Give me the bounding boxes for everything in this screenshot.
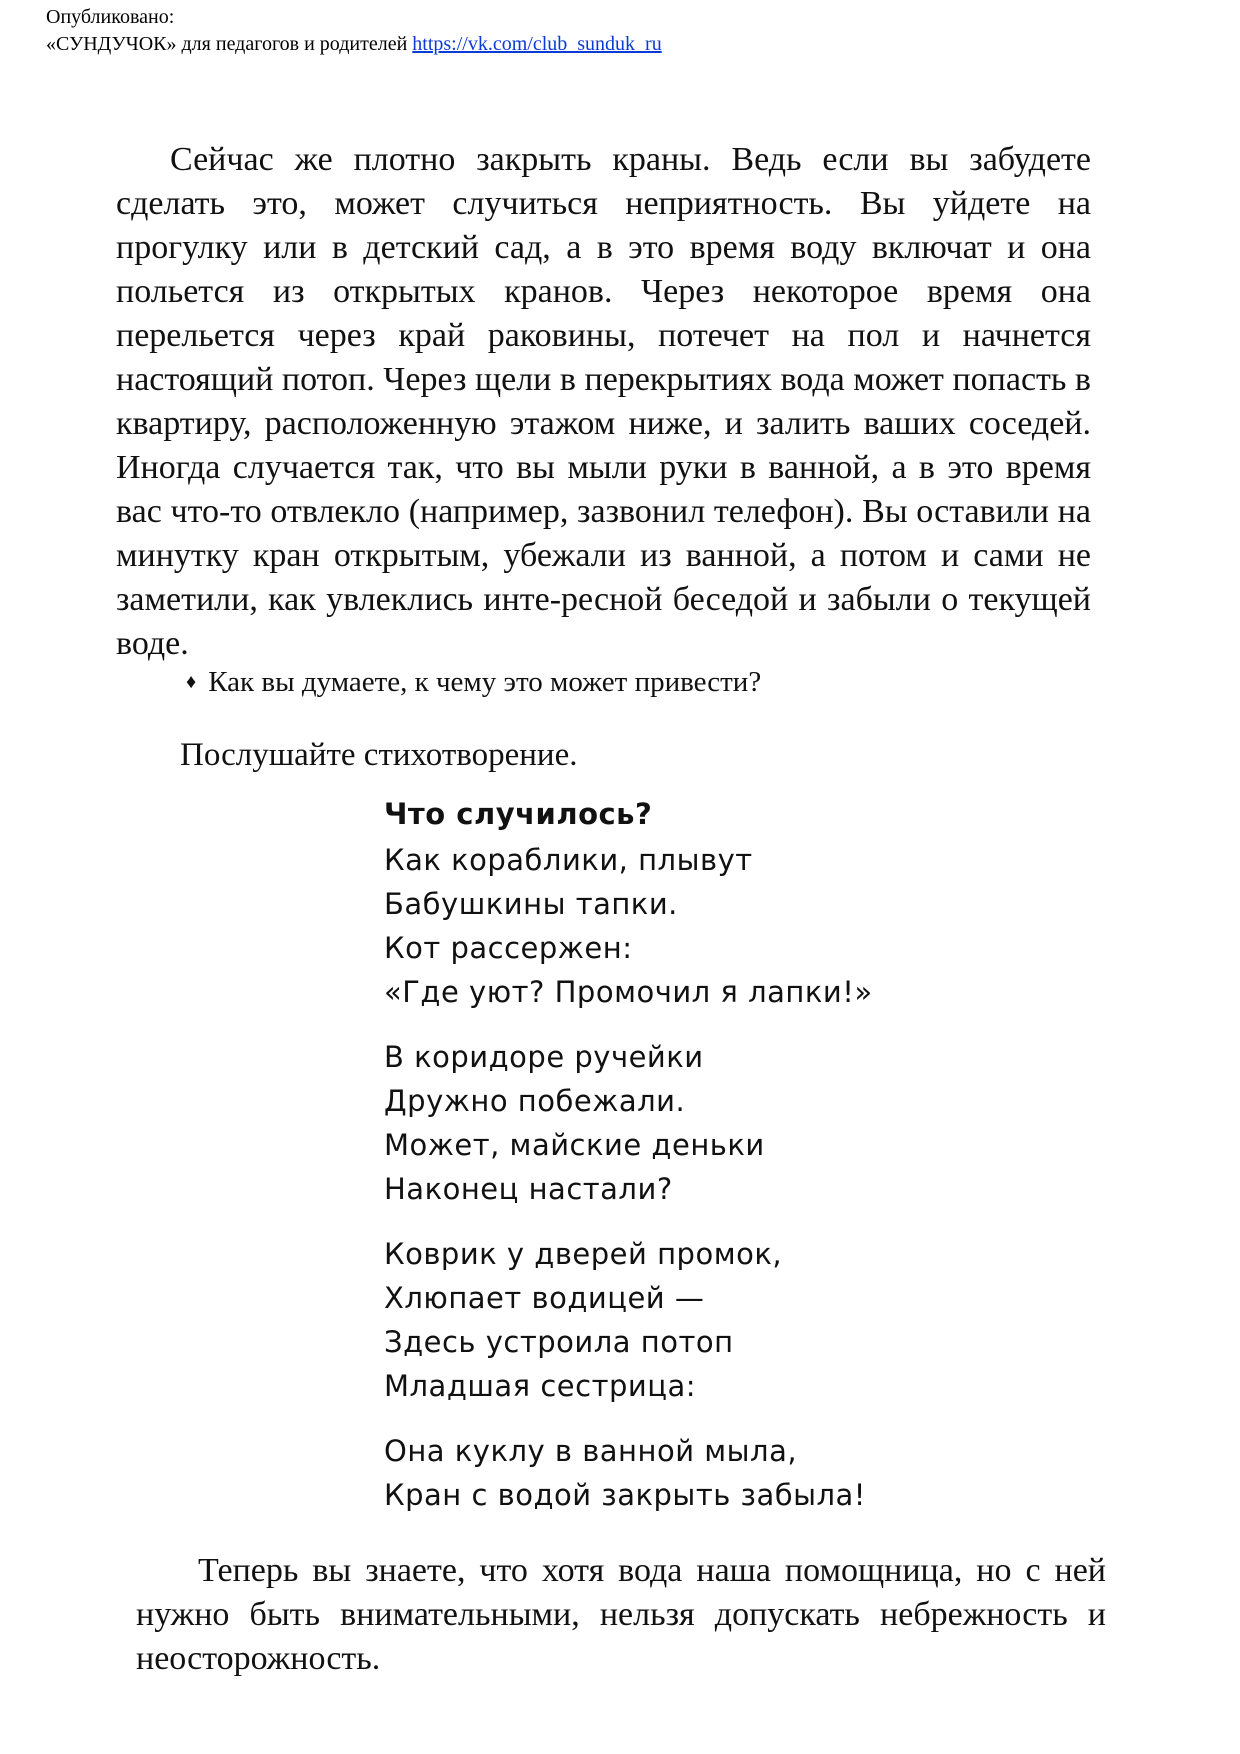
poem-line: «Где уют? Промочил я лапки!» <box>384 975 873 1009</box>
publisher-line <box>46 31 662 58</box>
discussion-question <box>186 664 761 703</box>
poem-line: Хлюпает водицей — <box>384 1281 705 1315</box>
diamond-bullet-icon: ♦ <box>186 671 197 693</box>
published-label: Опубликовано: <box>46 6 175 28</box>
poem-line: Младшая сестрица: <box>384 1369 697 1403</box>
poem-line: Наконец настали? <box>384 1172 673 1206</box>
poem-line: Может, майские деньки <box>384 1128 765 1162</box>
poem-line: Коврик у дверей промок, <box>384 1237 783 1271</box>
poem-title: Что случилось? <box>384 797 653 831</box>
poem-line: Кот рассержен: <box>384 931 633 965</box>
intro-paragraph: Сейчас же плотно закрыть краны. Ведь если вы забудете сделать это, может случиться неприятность. Вы уйдете на прогулку или в детский сад, а в это время воду включат и она польется из открытых кранов. Через некоторое время она перельется через край раковины, потечет на пол и начнется настоящий потоп. Через щели в перекрытиях вода может попасть в квартиру, расположенную этажом ниже, и залить ваших соседей. Иногда случается так, что вы мыли руки в ванной, а в это время вас что-то отвлекло (например, зазвонил телефон). Вы оставили на минутку кран открытым, убежали из ванной, а потом и сами не заметили, как увлеклись инте-ресной беседой и забыли о текущей воде. <box>116 141 1091 662</box>
poem-line: В коридоре ручейки <box>384 1040 704 1074</box>
poem <box>384 792 873 1538</box>
conclusion-paragraph: Теперь вы знаете, что хотя вода наша помощница, но с ней нужно быть внимательными, нельзя допускать небрежность и неосторожность. <box>136 1552 1106 1677</box>
poem-stanza <box>384 1035 873 1211</box>
publisher-name: «СУНДУЧОК» для педагогов и родителей <box>46 33 413 55</box>
listen-prompt: Послушайте стихотворение. <box>180 737 578 773</box>
poem-line: Здесь устроила потоп <box>384 1325 734 1359</box>
vk-group-link[interactable]: https://vk.com/club_sunduk_ru <box>412 33 662 55</box>
poem-line: Бабушкины тапки. <box>384 887 678 921</box>
poem-line: Как кораблики, плывут <box>384 843 753 877</box>
poem-stanza <box>384 1232 873 1408</box>
poem-stanza <box>384 1429 873 1517</box>
poem-line: Она куклу в ванной мыла, <box>384 1434 798 1468</box>
poem-stanza <box>384 838 873 1014</box>
question-text: Как вы думаете, к чему это может привести? <box>208 666 762 698</box>
poem-line: Кран с водой закрыть забыла! <box>384 1478 866 1512</box>
poem-line: Дружно побежали. <box>384 1084 686 1118</box>
publication-header <box>46 4 662 58</box>
